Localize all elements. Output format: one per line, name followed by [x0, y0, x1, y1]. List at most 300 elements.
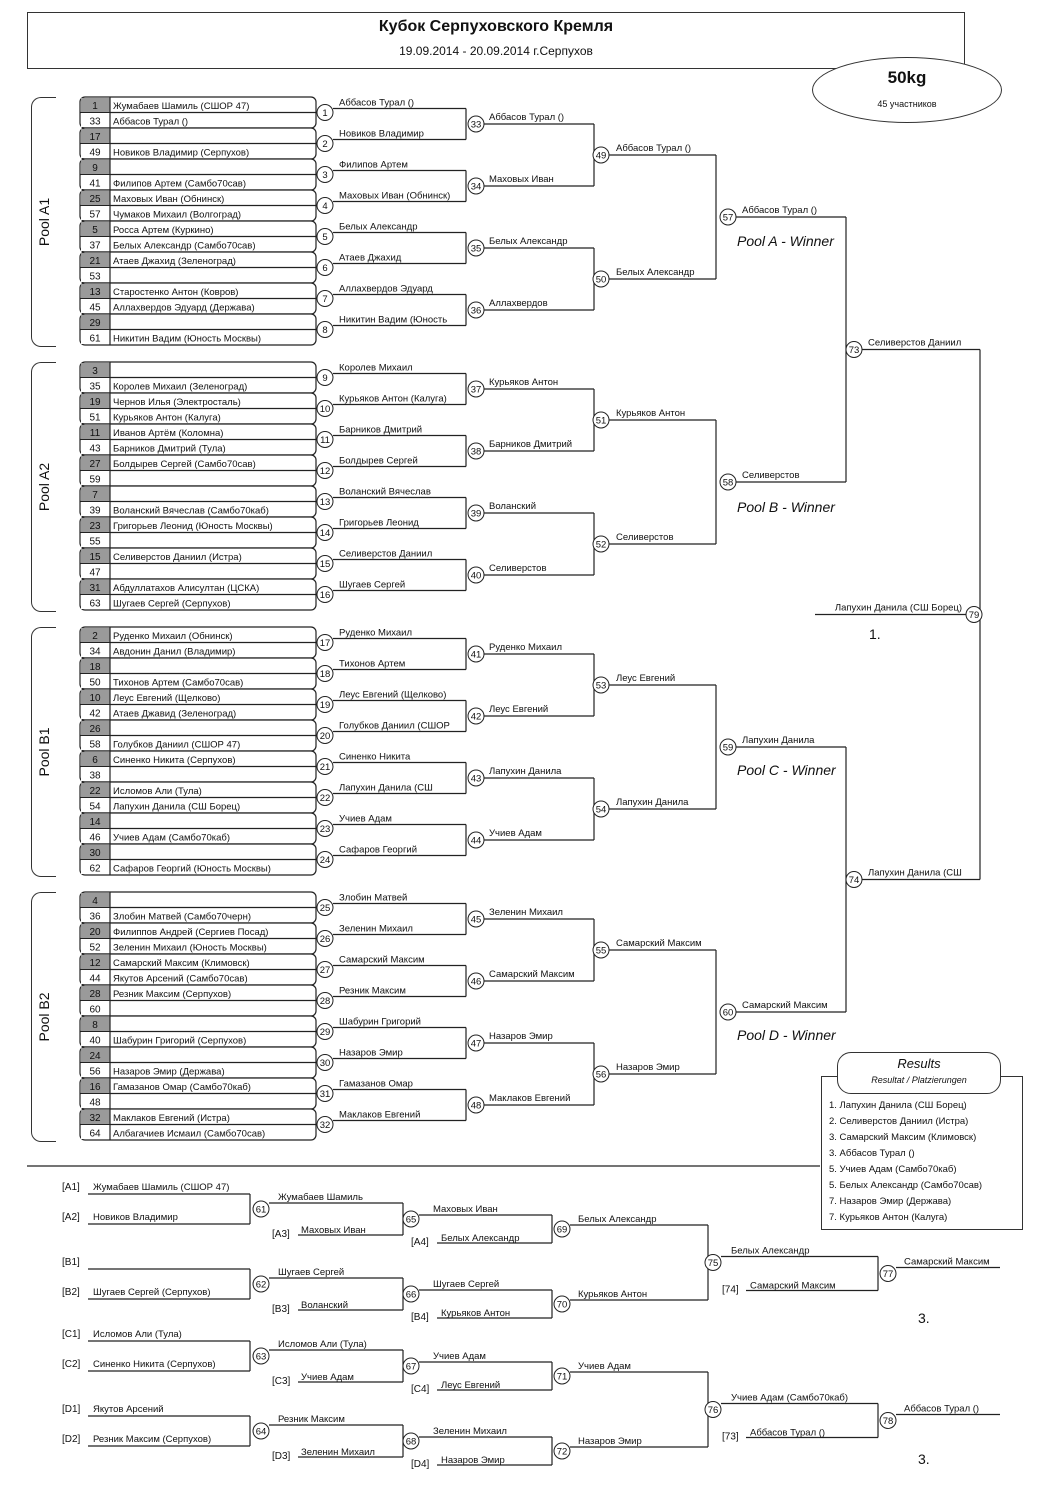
seed-number: 38	[89, 770, 101, 782]
winner-name: Маклаков Евгений	[339, 1109, 421, 1121]
seed-number: 16	[89, 1082, 101, 1093]
bout-badge-number: 37	[470, 384, 482, 396]
athlete-name: Филиппов Андрей (Сергиев Посад)	[113, 927, 269, 938]
repechage-name: Новиков Владимир	[93, 1212, 178, 1223]
seed-number: 62	[89, 863, 101, 875]
winner-name: Учиев Адам	[489, 828, 542, 839]
athlete-name: Самарский Максим (Климовск)	[113, 958, 250, 969]
athlete-name: Болдырев Сергей (Самбо70сав)	[113, 459, 256, 470]
seed-number: 36	[89, 911, 101, 923]
bronze-name: Аббасов Турал ()	[904, 1403, 980, 1415]
repechage-tag: [B4]	[411, 1312, 429, 1323]
repechage-tag: [B3]	[272, 1304, 290, 1315]
participant-count: 45 участников	[877, 99, 937, 109]
seed-number: 23	[89, 521, 101, 532]
seed-number: 14	[89, 817, 101, 828]
repechage-name: Маховых Иван	[433, 1204, 498, 1215]
bout-badge-number: 40	[470, 570, 482, 582]
athlete-name: Леус Евгений (Щелково)	[113, 693, 221, 704]
athlete-name: Королев Михаил (Зеленоград)	[113, 381, 248, 393]
repechage-tag: [C1]	[62, 1329, 81, 1340]
athlete-name: Иванов Артём (Коломна)	[113, 428, 224, 439]
seed-number: 2	[92, 631, 98, 642]
winner-name: Григорьев Леонид	[339, 517, 419, 529]
winner-name: Голубков Даниил (СШОР	[339, 720, 450, 732]
pool-a-winner-label: Pool A - Winner	[737, 233, 834, 249]
repechage-tag: [A2]	[62, 1212, 80, 1223]
repechage-tag: [A1]	[62, 1182, 80, 1193]
athlete-name: Назаров Эмир (Держава)	[113, 1066, 225, 1078]
seed-number: 48	[89, 1097, 101, 1109]
athlete-name: Авдонин Данил (Владимир)	[113, 646, 236, 658]
repechage-name: Исломов Али (Тула)	[93, 1329, 182, 1340]
seed-number: 57	[89, 209, 101, 221]
pool-c-winner-label: Pool C - Winner	[737, 762, 836, 778]
bout-badge-number: 73	[848, 345, 860, 356]
winner-name: Лапухин Данила	[742, 735, 815, 746]
winner-name: Лапухин Данила (СШ	[339, 782, 433, 794]
winner-name: Атаев Джахид	[339, 252, 402, 264]
bout-badge-number: 42	[470, 711, 482, 723]
repechage-name: Маховых Иван	[301, 1225, 366, 1236]
tournament-title: Кубок Серпуховского Кремля	[378, 18, 614, 35]
seed-number: 56	[89, 1066, 101, 1078]
bout-badge-number: 74	[848, 875, 860, 886]
seed-number: 34	[89, 646, 101, 658]
winner-name: Аббасов Турал ()	[489, 112, 565, 123]
repechage-tag: [C3]	[272, 1376, 291, 1387]
winner-name: Назаров Эмир	[489, 1031, 553, 1042]
bout-badge-number: 55	[595, 945, 607, 957]
athlete-name: Старостенко Антон (Ковров)	[113, 287, 239, 298]
bout-badge-number: 28	[319, 996, 331, 1007]
repechage-tag: [D1]	[62, 1404, 81, 1415]
winner-name: Селиверстов	[616, 532, 674, 543]
bout-badge-number: 7	[322, 294, 328, 305]
athlete-name: Чернов Илья (Электросталь)	[113, 397, 241, 408]
athlete-name: Исломов Али (Тула)	[113, 786, 202, 797]
seed-number: 49	[89, 147, 101, 159]
repechage-badge-number: 68	[405, 1436, 417, 1448]
winner-name: Маховых Иван	[489, 174, 554, 185]
winner-name: Филипов Артем	[339, 159, 408, 171]
winner-name: Новиков Владимир	[339, 128, 424, 140]
winner-name: Гамазанов Омар	[339, 1078, 413, 1090]
seed-number: 59	[89, 474, 101, 486]
winner-name: Самарский Максим	[616, 938, 702, 949]
seed-number: 64	[89, 1128, 101, 1140]
pool-b2-label: Pool B2	[36, 992, 52, 1042]
results-box	[821, 1076, 1023, 1230]
bout-badge-number: 35	[470, 243, 482, 255]
winner-name: Аллахвердов	[489, 298, 548, 309]
winner-name: Самарский Максим	[489, 969, 575, 980]
winner-name: Аббасов Турал ()	[616, 143, 692, 154]
winner-name: Руденко Михаил	[339, 627, 413, 639]
seed-number: 11	[89, 428, 101, 439]
repechage-name: Назаров Эмир	[578, 1436, 642, 1447]
athlete-name: Якутов Арсений (Самбо70сав)	[113, 973, 248, 985]
athlete-name: Шабурин Григорий (Серпухов)	[113, 1035, 247, 1047]
bout-badge-number: 59	[722, 742, 734, 754]
bout-badge-number: 57	[722, 212, 734, 224]
seed-number: 41	[89, 178, 101, 190]
seed-number: 29	[89, 318, 101, 329]
bout-badge-number: 25	[319, 903, 331, 914]
repechage-tag: [C4]	[411, 1384, 430, 1395]
result-item: 5. Белых Александр (Самбо70сав)	[829, 1180, 983, 1191]
repechage-name: Учиев Адам	[433, 1351, 486, 1362]
bout-badge-number: 36	[470, 305, 482, 317]
bout-badge-number: 2	[322, 139, 328, 150]
bout-badge-number: 19	[319, 700, 331, 711]
winner-name: Курьяков Антон	[489, 377, 559, 388]
repechage-badge-number: 66	[405, 1289, 417, 1301]
repechage-name: Жумабаев Шамиль (СШОР 47)	[93, 1182, 230, 1193]
seed-number: 18	[89, 662, 101, 673]
winner-name: Селиверстов	[742, 470, 800, 481]
bout-badge-number: 53	[595, 680, 607, 692]
seed-number: 8	[92, 1020, 98, 1031]
repechage-badge-number: 64	[255, 1426, 267, 1438]
repechage-name: Якутов Арсений	[93, 1404, 164, 1415]
results-title: Results	[897, 1056, 941, 1071]
seed-number: 9	[92, 163, 98, 174]
repechage-badge-number: 63	[255, 1351, 267, 1363]
bout-badge-number: 34	[470, 181, 482, 193]
repechage-tag: [D4]	[411, 1459, 430, 1470]
bout-badge-number: 13	[319, 497, 331, 508]
final-winner-name: Лапухин Данила (СШ Борец)	[834, 602, 962, 614]
bout-badge-number: 15	[319, 559, 331, 570]
bout-badge-number: 31	[319, 1089, 331, 1100]
winner-name: Белых Александр	[616, 267, 695, 278]
repechage-name: Шугаев Сергей	[278, 1267, 345, 1278]
seed-number: 10	[89, 693, 101, 704]
bout-badge-number: 1	[322, 108, 328, 119]
bout-badge-number: 47	[470, 1038, 482, 1050]
bout-badge-number: 8	[322, 325, 328, 336]
seed-number: 33	[89, 116, 101, 128]
seed-number: 51	[89, 412, 101, 424]
seed-number: 22	[89, 786, 101, 797]
seed-number: 28	[89, 989, 101, 1000]
bout-badge-number: 30	[319, 1058, 331, 1069]
seed-number: 3	[92, 366, 98, 377]
champion-place: 1.	[869, 626, 881, 642]
bout-badge-number: 54	[595, 804, 607, 816]
athlete-name: Барников Дмитрий (Тула)	[113, 443, 226, 455]
repechage-name: Назаров Эмир	[441, 1455, 505, 1466]
athlete-name: Филипов Артем (Самбо70сав)	[113, 178, 246, 190]
athlete-name: Голубков Даниил (СШОР 47)	[113, 739, 241, 751]
seed-number: 63	[89, 598, 101, 610]
athlete-name: Учиев Адам (Самбо70каб)	[113, 832, 230, 844]
repechage-badge-number: 76	[707, 1405, 719, 1416]
athlete-name: Албагачиев Исмаил (Самбо70сав)	[113, 1128, 266, 1140]
seed-number: 39	[89, 505, 101, 517]
bout-badge-number: 6	[322, 263, 328, 274]
bout-badge-number: 14	[319, 528, 331, 539]
winner-name: Злобин Матвей	[339, 892, 408, 904]
winner-name: Аббасов Турал ()	[742, 205, 818, 216]
athlete-name: Жумабаев Шамиль (СШОР 47)	[113, 101, 250, 112]
winner-name: Сафаров Георгий	[339, 844, 418, 856]
seed-number: 58	[89, 739, 101, 751]
repechage-name: Зеленин Михаил	[301, 1447, 375, 1458]
seed-number: 6	[92, 755, 98, 766]
bout-badge-number: 20	[319, 731, 331, 742]
bout-badge-number: 10	[319, 404, 331, 415]
repechage-badge-number: 69	[556, 1224, 568, 1236]
bronze-badge-number: 77	[882, 1269, 894, 1280]
repechage-name: Резник Максим (Серпухов)	[93, 1434, 212, 1445]
athlete-name: Абдуллатахов Алисултан (ЦСКА)	[113, 583, 260, 594]
athlete-name: Сафаров Георгий (Юность Москвы)	[113, 863, 271, 875]
winner-name: Аллахвердов Эдуард	[339, 283, 433, 295]
seed-number: 53	[89, 271, 101, 283]
pool-d-winner-label: Pool D - Winner	[737, 1027, 836, 1043]
bout-badge-number: 32	[319, 1120, 331, 1131]
winner-name: Курьяков Антон (Калуга)	[339, 393, 447, 405]
bronze-name: Самарский Максим	[904, 1256, 990, 1268]
winner-name: Зеленин Михаил	[489, 907, 563, 918]
seed-number: 54	[89, 801, 101, 813]
athlete-name: Аллахвердов Эдуард (Держава)	[113, 302, 255, 314]
repechage-badge-number: 65	[405, 1214, 417, 1226]
winner-name: Селиверстов Даниил	[339, 548, 433, 560]
repechage-tag: [D2]	[62, 1434, 81, 1445]
repechage-name: Исломов Али (Тула)	[278, 1339, 367, 1350]
bout-badge-number: 52	[595, 539, 607, 551]
bout-badge-number: 41	[470, 649, 482, 661]
result-item: 3. Аббасов Турал ()	[829, 1148, 915, 1159]
winner-name: Болдырев Сергей	[339, 455, 418, 467]
bout-badge-number: 5	[322, 232, 328, 243]
bout-badge-number: 56	[595, 1069, 607, 1081]
winner-name: Селиверстов Даниил	[868, 337, 962, 349]
seed-number: 1	[92, 101, 98, 112]
seed-number: 15	[89, 552, 101, 563]
repechage-name: Самарский Максим	[750, 1280, 836, 1292]
repechage-name: Синенко Никита (Серпухов)	[93, 1359, 216, 1370]
repechage-name: Учиев Адам	[578, 1361, 631, 1372]
winner-name: Курьяков Антон	[616, 408, 686, 419]
athlete-name: Резник Максим (Серпухов)	[113, 989, 232, 1000]
weight-class: 50kg	[887, 68, 927, 87]
repechage-badge-number: 61	[255, 1204, 267, 1216]
repechage-badge-number: 72	[556, 1446, 568, 1458]
bronze-badge-number: 78	[882, 1416, 894, 1427]
bout-badge-number: 26	[319, 934, 331, 945]
repechage-badge-number: 70	[556, 1299, 568, 1311]
winner-name: Синенко Никита	[339, 751, 411, 763]
bout-badge-number: 50	[595, 274, 607, 286]
bout-badge-number: 33	[470, 119, 482, 131]
winner-name: Назаров Эмир	[339, 1047, 403, 1059]
seed-number: 31	[89, 583, 101, 594]
pool-a2-label: Pool A2	[36, 462, 52, 512]
seed-number: 19	[89, 397, 101, 408]
seed-number: 30	[89, 848, 101, 859]
winner-name: Леус Евгений (Щелково)	[339, 689, 447, 701]
repechage-badge-number: 71	[556, 1371, 568, 1383]
bout-badge-number: 16	[319, 590, 331, 601]
repechage-name: Аббасов Турал ()	[750, 1427, 826, 1439]
repechage-badge-number: 62	[255, 1279, 267, 1291]
athlete-name: Руденко Михаил (Обнинск)	[113, 631, 233, 642]
pool-b1-label: Pool B1	[36, 727, 52, 777]
seed-number: 60	[89, 1004, 101, 1016]
bout-badge-number: 39	[470, 508, 482, 520]
athlete-name: Чумаков Михаил (Волгоград)	[113, 209, 242, 221]
athlete-name: Лапухин Данила (СШ Борец)	[113, 801, 241, 813]
repechage-badge-number: 75	[707, 1258, 719, 1269]
bronze-place-1: 3.	[918, 1310, 930, 1326]
bout-badge-number: 38	[470, 446, 482, 458]
pool-b-winner-label: Pool B - Winner	[737, 499, 835, 515]
winner-name: Назаров Эмир	[616, 1062, 680, 1073]
repechage-name: Зеленин Михаил	[433, 1426, 507, 1437]
seed-number: 5	[92, 225, 98, 236]
bout-badge-number: 12	[319, 466, 331, 477]
repechage-name: Белых Александр	[441, 1233, 520, 1244]
athlete-name: Аббасов Турал ()	[113, 116, 189, 128]
seed-number: 50	[89, 677, 101, 689]
winner-name: Учиев Адам	[339, 813, 392, 825]
repechage-name: Курьяков Антон	[441, 1308, 511, 1319]
seed-number: 21	[89, 256, 101, 267]
results-subtitle: Resultat / Platzierungen	[871, 1075, 967, 1085]
winner-name: Воланский	[489, 501, 537, 512]
bout-badge-number: 60	[722, 1007, 734, 1019]
winner-name: Зеленин Михаил	[339, 923, 413, 935]
repechage-name: Шугаев Сергей	[433, 1279, 500, 1290]
result-item: 2. Селиверстов Даниил (Истра)	[829, 1116, 969, 1127]
winner-name: Леус Евгений	[489, 704, 549, 715]
final-badge-number: 79	[968, 610, 980, 621]
athlete-name: Гамазанов Омар (Самбо70каб)	[113, 1082, 251, 1093]
bout-badge-number: 9	[322, 373, 328, 384]
seed-number: 12	[89, 958, 101, 969]
winner-name: Лапухин Данила	[489, 766, 562, 777]
seed-number: 4	[92, 896, 98, 907]
winner-name: Воланский Вячеслав	[339, 486, 431, 498]
bout-badge-number: 22	[319, 793, 331, 804]
seed-number: 46	[89, 832, 101, 844]
repechage-badge-number: 67	[405, 1361, 417, 1373]
bout-badge-number: 21	[319, 762, 331, 773]
result-item: 1. Лапухин Данила (СШ Борец)	[829, 1100, 967, 1111]
seed-number: 32	[89, 1113, 101, 1124]
seed-number: 52	[89, 942, 101, 954]
athlete-name: Никитин Вадим (Юность Москвы)	[113, 333, 262, 345]
winner-name: Барников Дмитрий	[489, 439, 573, 450]
repechage-name: Воланский	[301, 1300, 349, 1311]
repechage-tag: [73]	[722, 1431, 739, 1443]
seed-number: 27	[89, 459, 101, 470]
seed-number: 37	[89, 240, 101, 252]
winner-name: Самарский Максим	[742, 1000, 828, 1011]
winner-name: Белых Александр	[339, 221, 418, 233]
athlete-name: Курьяков Антон (Калуга)	[113, 412, 221, 424]
athlete-name: Атаев Джахид (Зеленоград)	[113, 256, 236, 267]
winner-name: Тихонов Артем	[339, 658, 406, 670]
seed-number: 13	[89, 287, 101, 298]
winner-name: Леус Евгений	[616, 673, 676, 684]
repechage-name: Белых Александр	[578, 1214, 657, 1225]
results-header	[837, 1052, 1001, 1094]
seed-number: 40	[89, 1035, 101, 1047]
bout-badge-number: 4	[322, 201, 328, 212]
winner-name: Лапухин Данила (СШ	[868, 867, 962, 879]
bronze-place-2: 3.	[918, 1451, 930, 1467]
athlete-name: Тихонов Артем (Самбо70сав)	[113, 677, 244, 689]
winner-name: Руденко Михаил	[489, 642, 563, 653]
bout-badge-number: 24	[319, 855, 331, 866]
winner-name: Королев Михаил	[339, 362, 413, 374]
repechage-name: Учиев Адам (Самбо70каб)	[731, 1392, 848, 1404]
repechage-tag: [A3]	[272, 1229, 290, 1240]
repechage-name: Учиев Адам	[301, 1372, 354, 1383]
results-list	[829, 1098, 982, 1226]
winner-name: Маховых Иван (Обнинск)	[339, 190, 451, 202]
pool-a1-label: Pool A1	[36, 197, 52, 247]
repechage-tag: [D3]	[272, 1451, 291, 1462]
winner-name: Барников Дмитрий	[339, 424, 423, 436]
bout-badge-number: 51	[595, 415, 607, 427]
athlete-name: Атаев Джавид (Зеленоград)	[113, 708, 237, 720]
bout-badge-number: 48	[470, 1100, 482, 1112]
repechage-name: Леус Евгений	[441, 1380, 501, 1391]
athlete-name: Белых Александр (Самбо70сав)	[113, 240, 256, 252]
repechage-name: Курьяков Антон	[578, 1289, 648, 1300]
seed-number: 7	[92, 490, 98, 501]
repechage-name: Шугаев Сергей (Серпухов)	[93, 1287, 211, 1298]
result-item: 3. Самарский Максим (Климовск)	[829, 1132, 977, 1143]
seed-number: 35	[89, 381, 101, 393]
athlete-name: Селиверстов Даниил (Истра)	[113, 552, 242, 563]
winner-name: Белых Александр	[489, 236, 568, 247]
bout-badge-number: 11	[320, 435, 330, 446]
seed-number: 24	[89, 1051, 101, 1062]
seed-number: 44	[89, 973, 101, 985]
seed-number: 61	[89, 333, 101, 345]
seed-number: 42	[89, 708, 101, 720]
seed-number: 55	[89, 536, 101, 548]
bout-badge-number: 49	[595, 150, 607, 162]
athlete-name: Маклаков Евгений (Истра)	[113, 1113, 230, 1124]
athlete-name: Синенко Никита (Серпухов)	[113, 755, 236, 766]
athlete-name: Злобин Матвей (Самбо70черн)	[113, 911, 251, 923]
tournament-date: 19.09.2014 - 20.09.2014 г.Серпухов	[399, 44, 593, 58]
bout-badge-number: 58	[722, 477, 734, 489]
repechage-tag: [A4]	[411, 1237, 429, 1248]
repechage-tag: [B2]	[62, 1287, 80, 1298]
winner-name: Шугаев Сергей	[339, 579, 406, 591]
athlete-name: Новиков Владимир (Серпухов)	[113, 147, 250, 159]
winner-name: Маклаков Евгений	[489, 1093, 571, 1104]
bout-badge-number: 27	[319, 965, 331, 976]
result-item: 5. Учиев Адам (Самбо70каб)	[829, 1164, 957, 1175]
athlete-name: Росса Артем (Куркино)	[113, 225, 214, 236]
bout-badge-number: 46	[470, 976, 482, 988]
repechage-tag: [B1]	[62, 1257, 80, 1268]
seed-number: 47	[89, 567, 101, 579]
winner-name: Никитин Вадим (Юность	[339, 314, 448, 326]
winner-name: Лапухин Данила	[616, 797, 689, 808]
bout-badge-number: 17	[319, 638, 331, 649]
